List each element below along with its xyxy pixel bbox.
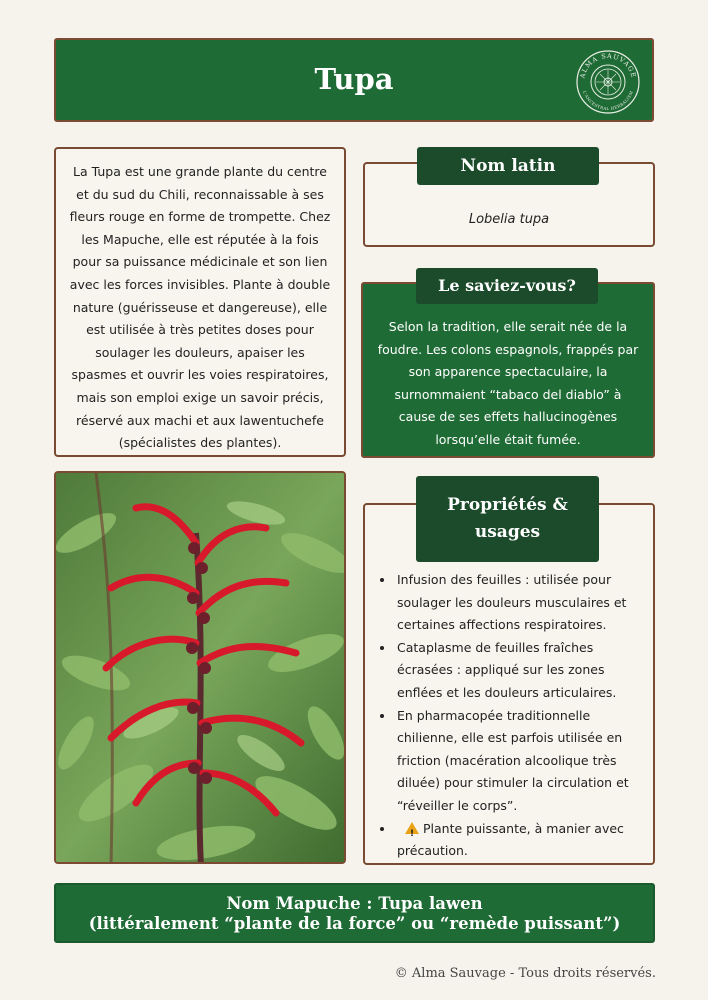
list-item — [395, 818, 645, 863]
list-item-text: Cataplasme de feuilles fraîches écrasées : appliqué sur les zones enflées et les douleurs articulaires. — [397, 639, 617, 700]
mapuche-name-banner — [54, 883, 655, 943]
mapuche-name: Nom Mapuche : Tupa lawen — [226, 894, 483, 913]
latin-name-value: Lobelia tupa — [468, 212, 550, 227]
intro-text-box — [54, 147, 346, 457]
properties-list — [379, 569, 645, 863]
properties-label-text: Propriétés & usages — [447, 495, 568, 542]
page-title: Tupa — [314, 62, 394, 96]
warning-icon — [405, 822, 419, 834]
flower-illustration — [56, 473, 346, 864]
circular-seal-logo — [574, 48, 642, 116]
copyright-text: © Alma Sauvage - Tous droits réservés. — [394, 966, 656, 981]
properties-label — [416, 476, 599, 562]
latin-name-label: Nom latin — [417, 147, 599, 185]
fact-box — [361, 282, 655, 458]
list-item-text: Infusion des feuilles : utilisée pour soulager les douleurs musculaires et certaines affections respiratoires. — [397, 572, 627, 633]
list-item — [395, 705, 645, 818]
list-item — [395, 569, 645, 637]
list-item-text: Plante puissante, à manier avec précaution. — [397, 820, 624, 859]
list-item — [395, 637, 645, 705]
fact-text: Selon la tradition, elle serait née de la foudre. Les colons espagnols, frappés par son apparence spectaculaire, la surnommaient “tabaco del diablo” à cause de ses effets hallucinogènes lorsqu’elle était fumée. — [377, 319, 639, 447]
tupa-flower-photo — [54, 471, 346, 864]
intro-text: La Tupa est une grande plante du centre et du sud du Chili, reconnaissable à ses fleurs rouge en forme de trompette. Chez les Mapuche, elle est réputée à la fois pour sa puissance médicinale et son lien avec les forces invisibles. Plante à double nature (guérisseuse et dangereuse), elle est utilisée à très petites doses pour soulager les douleurs, apaiser les spasmes et ouvrir les voies respiratoires, mais son emploi exige un savoir précis, réservé aux machi et aux lawentuchefe (spécialistes des plantes). — [69, 164, 331, 451]
fact-label: Le saviez-vous? — [416, 268, 598, 304]
title-banner — [54, 38, 654, 122]
logo-text-top: ALMA SAUVAGE — [578, 51, 638, 80]
mapuche-meaning: (littéralement “plante de la force” ou “remède puissant”) — [88, 914, 621, 933]
list-item-text: En pharmacopée traditionnelle chilienne, elle est parfois utilisée en friction (macération alcoolique très diluée) pour stimuler la circulation et “réveiller le corps”. — [397, 707, 629, 813]
logo-text-bottom: L'ANCESTRAL HERBALISM — [582, 89, 634, 112]
